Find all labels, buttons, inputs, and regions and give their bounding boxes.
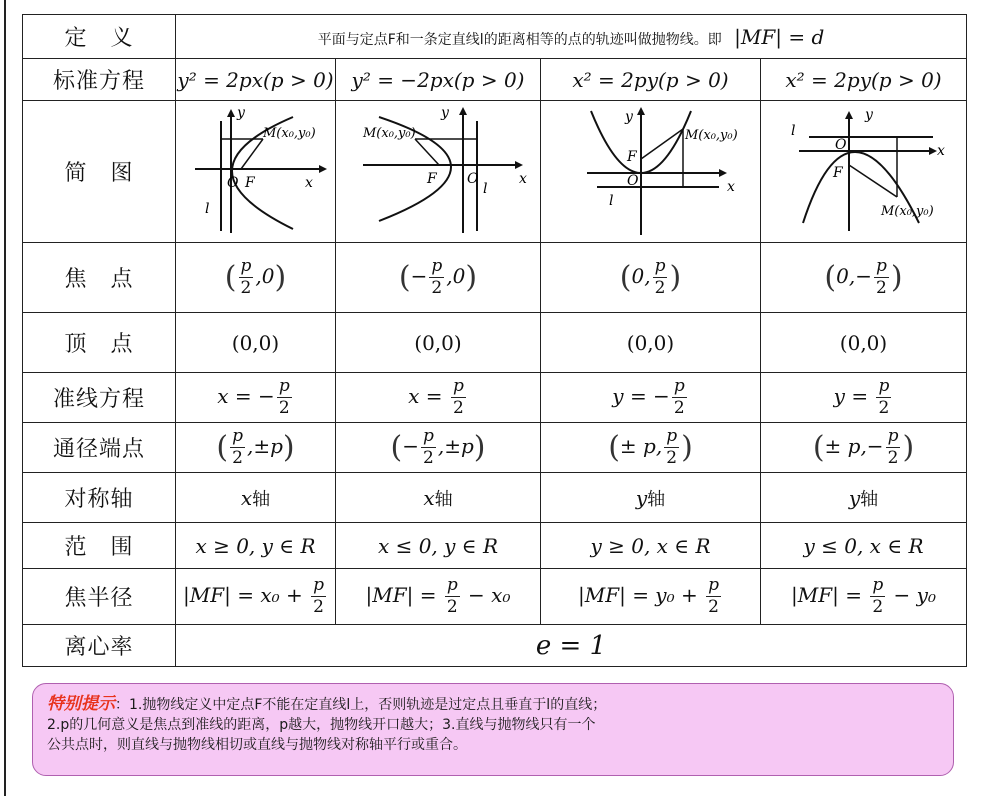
focal-radius-left: |MF| = $\frac{p}{2}$ − x₀ bbox=[336, 569, 541, 625]
definition-formula: |MF| = d bbox=[734, 24, 825, 49]
sketch-down bbox=[761, 101, 967, 243]
sketch-up-focus-label: F bbox=[626, 148, 637, 165]
definition-cell bbox=[176, 15, 967, 59]
directrix-up: y = − $\frac{p}{2}$ bbox=[541, 373, 761, 423]
sketch-left-origin-label: O bbox=[467, 170, 479, 187]
range-right: x ≥ 0, y ∈ R bbox=[176, 523, 336, 569]
sketch-right-x-label: x bbox=[304, 174, 313, 191]
axis-down: y轴 bbox=[761, 473, 967, 523]
directrix-down: y = $\frac{p}{2}$ bbox=[761, 373, 967, 423]
row-header-definition: 定 义 bbox=[23, 15, 176, 59]
focal-radius-right: |MF| = x₀ + $\frac{p}{2}$ bbox=[176, 569, 336, 625]
tips-line-1 bbox=[47, 694, 939, 715]
sketch-left-focus-label: F bbox=[427, 170, 437, 187]
range-up: y ≥ 0, x ∈ R bbox=[541, 523, 761, 569]
parabola-properties-table bbox=[22, 14, 967, 667]
sketch-up bbox=[541, 101, 761, 243]
directrix-right: x = − $\frac{p}{2}$ bbox=[176, 373, 336, 423]
row-focus bbox=[23, 243, 967, 313]
sketch-down-y-label: y bbox=[864, 106, 873, 123]
sketch-down-focus-label: F bbox=[832, 164, 843, 181]
definition-text: 平面与定点F和一条定直线l的距离相等的点的轨迹叫做抛物线。即 bbox=[317, 31, 722, 48]
sketch-up-origin-label: O bbox=[626, 172, 638, 189]
latus-up: (± p, $\frac{p}{2}$ ) bbox=[541, 423, 761, 473]
vertex-up: (0,0) bbox=[541, 313, 761, 373]
sketch-right bbox=[176, 101, 336, 243]
tips-title: 特别提示 bbox=[47, 694, 115, 714]
sketch-down-line-label: l bbox=[790, 122, 795, 139]
row-header-focal-radius: 焦半径 bbox=[23, 569, 176, 625]
sketch-right-origin-label: O bbox=[226, 174, 238, 191]
focus-up: (0, $\frac{p}{2}$ ) bbox=[541, 243, 761, 313]
row-range bbox=[23, 523, 967, 569]
tips-line-3: 公共点时，则直线与抛物线相切或直线与抛物线对称轴平行或重合。 bbox=[47, 737, 467, 753]
row-header-range: 范 围 bbox=[23, 523, 176, 569]
sketch-left bbox=[336, 101, 541, 243]
row-definition bbox=[23, 15, 967, 59]
focal-radius-up: |MF| = y₀ + $\frac{p}{2}$ bbox=[541, 569, 761, 625]
row-sketch bbox=[23, 101, 967, 243]
axis-up: y轴 bbox=[541, 473, 761, 523]
sketch-up-point-label: M(x₀,y₀) bbox=[684, 127, 738, 143]
sketch-down-figure bbox=[769, 103, 959, 241]
row-header-axis: 对称轴 bbox=[23, 473, 176, 523]
left-border-line bbox=[4, 0, 6, 796]
sketch-left-x-label: x bbox=[519, 170, 527, 187]
sketch-right-point-label: M(x₀,y₀) bbox=[262, 125, 316, 141]
sketch-left-y-label: y bbox=[441, 104, 449, 121]
equation-right: y² = 2px(p > 0) bbox=[176, 59, 336, 101]
sketch-down-point-label: M(x₀,y₀) bbox=[880, 203, 934, 219]
latus-down: (± p,− $\frac{p}{2}$ ) bbox=[761, 423, 967, 473]
sketch-up-x-label: x bbox=[726, 178, 735, 195]
axis-right: x轴 bbox=[176, 473, 336, 523]
sketch-right-y-label: y bbox=[236, 104, 245, 121]
sketch-up-line-label: l bbox=[608, 192, 613, 209]
row-header-latus-ends: 通径端点 bbox=[23, 423, 176, 473]
sketch-right-figure bbox=[181, 103, 331, 241]
sketch-up-y-label: y bbox=[624, 108, 633, 125]
sketch-left-figure bbox=[343, 103, 533, 241]
vertex-left: (0,0) bbox=[336, 313, 541, 373]
tips-text-1: 1.抛物线定义中定点F不能在定直线l上，否则轨迹是过定点且垂直于l的直线； bbox=[129, 697, 607, 713]
focus-down: (0,− $\frac{p}{2}$ ) bbox=[761, 243, 967, 313]
row-directrix bbox=[23, 373, 967, 423]
sketch-right-line-label: l bbox=[204, 200, 209, 217]
row-header-standard-eq: 标准方程 bbox=[23, 59, 176, 101]
row-standard-equation bbox=[23, 59, 967, 101]
equation-left: y² = −2px(p > 0) bbox=[336, 59, 541, 101]
sketch-right-focus-label: F bbox=[244, 174, 255, 191]
focus-right: ( $\frac{p}{2}$ ,0) bbox=[176, 243, 336, 313]
vertex-down: (0,0) bbox=[761, 313, 967, 373]
focal-radius-down: |MF| = $\frac{p}{2}$ − y₀ bbox=[761, 569, 967, 625]
sketch-left-point-label: M(x₀,y₀) bbox=[363, 125, 416, 141]
row-header-vertex: 顶 点 bbox=[23, 313, 176, 373]
row-header-directrix: 准线方程 bbox=[23, 373, 176, 423]
equation-up: x² = 2py(p > 0) bbox=[541, 59, 761, 101]
row-header-focus: 焦 点 bbox=[23, 243, 176, 313]
sketch-left-line-label: l bbox=[483, 180, 488, 197]
row-latus-ends bbox=[23, 423, 967, 473]
latus-left: (− $\frac{p}{2}$ ,±p) bbox=[336, 423, 541, 473]
special-tips-box bbox=[32, 683, 954, 776]
sketch-down-origin-label: O bbox=[834, 136, 846, 153]
sketch-up-figure bbox=[551, 103, 751, 241]
axis-left: x轴 bbox=[336, 473, 541, 523]
row-vertex bbox=[23, 313, 967, 373]
equation-down: x² = 2py(p > 0) bbox=[761, 59, 967, 101]
range-left: x ≤ 0, y ∈ R bbox=[336, 523, 541, 569]
tips-line-2: 2.p的几何意义是焦点到准线的距离，p越大，抛物线开口越大；3.直线与抛物线只有一个 bbox=[47, 717, 596, 733]
row-header-eccentricity: 离心率 bbox=[23, 625, 176, 667]
eccentricity-value: e = 1 bbox=[176, 625, 967, 667]
vertex-right: (0,0) bbox=[176, 313, 336, 373]
range-down: y ≤ 0, x ∈ R bbox=[761, 523, 967, 569]
row-header-sketch: 简 图 bbox=[23, 101, 176, 243]
tips-colon: ： bbox=[115, 697, 129, 713]
focus-left: (− $\frac{p}{2}$ ,0) bbox=[336, 243, 541, 313]
directrix-left: x = $\frac{p}{2}$ bbox=[336, 373, 541, 423]
latus-right: ( $\frac{p}{2}$ ,±p) bbox=[176, 423, 336, 473]
row-axis bbox=[23, 473, 967, 523]
sketch-down-x-label: x bbox=[936, 142, 945, 159]
row-focal-radius bbox=[23, 569, 967, 625]
row-eccentricity bbox=[23, 625, 967, 667]
